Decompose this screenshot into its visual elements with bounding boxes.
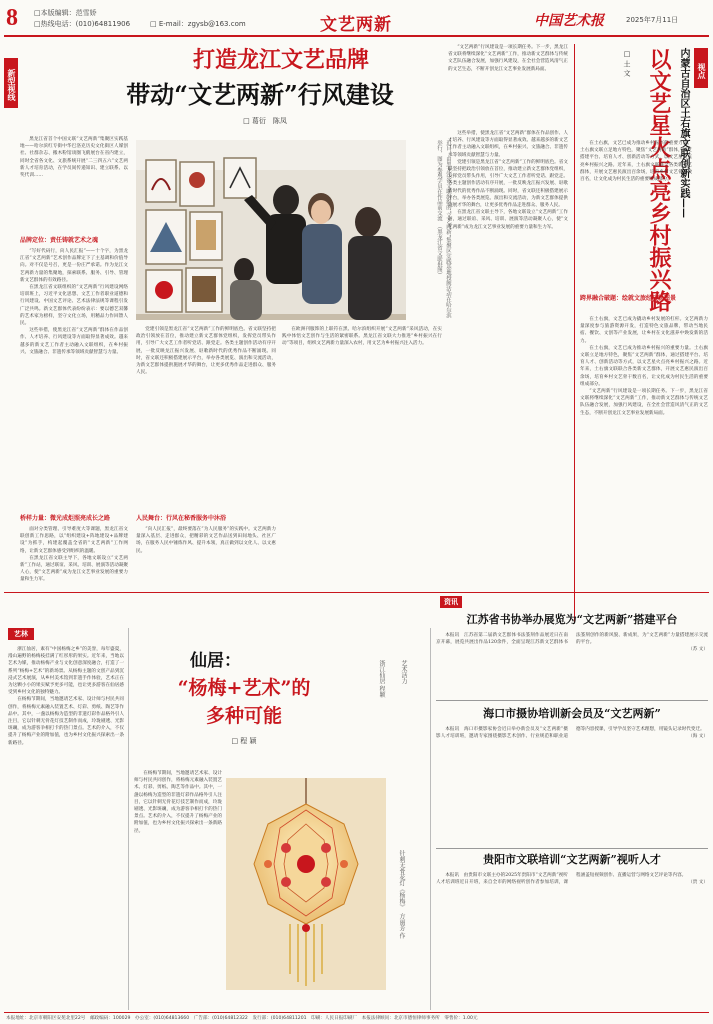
news-source-3: （贵 文） bbox=[688, 880, 708, 886]
right-subhead: 跨界融合破题：绘就文旅经济新图景 bbox=[580, 295, 677, 302]
right-body2 bbox=[580, 316, 708, 616]
main-col4-text-1: 这些举措，使黑龙江省“文艺两新”群体在作品创作、人才培养、行风建设等方面取得显著成效。越来越多的新文艺工作者主动融入文联组织，在乡村振兴、文旅融合、非遗传承等领域贡献智慧与力量。 bbox=[448, 131, 568, 158]
footer-text: 本报地址：北京市朝阳区安苑北里22号 邮政编码：100029 办公室：(010)64813660 广告部：(010)64812322 发行部：(010)64811201 印刷：人民日报印刷厂 本报法律顾问：北京市德恒律师事务所 零售价：1.00元 bbox=[6, 1016, 478, 1021]
right-kicker: 内蒙古自治区土右旗文联创新实践—— bbox=[678, 48, 689, 218]
news-title-1: 江苏省书协举办展览为“文艺两新”搭建平台 bbox=[466, 613, 678, 626]
main-col3b-text: “文艺两新”行风建设是一项长期任务。下一步，黑龙江省文联将继续深化“文艺两新”工作，推动新文艺群体与传统文艺队伍融合发展，加强行风建设，在全社会营造风清气正的文艺生态，不断开创龙江文艺事业发展新局面。 bbox=[448, 45, 568, 72]
main-subhead-3: 人民舞台：行风在秘香服务中沐浴 bbox=[136, 515, 227, 522]
main-subhead-2: 桥样力量：微光成炬照亮成长之路 bbox=[20, 515, 111, 522]
masthead bbox=[0, 0, 713, 38]
main-body-4: 面对分类管理、引导难度大等课题，黑龙江省文联创新工作思路，以“组织建设+阵地建设+品牌建设”为抓手，构建起覆盖全省的“文艺两新”工作网络，让新文艺群体感受到组织的温暖。 bbox=[20, 527, 128, 554]
right-body4-text: “文艺两新”行风建设是一项长期任务。下一步，黑龙江省文联将继续深化“文艺两新”工作，推动新文艺群体与传统文艺队伍融合发展，加强行风建设，在全社会营造风清气正的文艺生态，不断开创龙江文艺事业发展新局面。 bbox=[580, 389, 708, 416]
news-label: 资讯 bbox=[440, 596, 462, 608]
main-byline: □ 葛衍 陈凤 bbox=[243, 117, 287, 125]
main-col1-body bbox=[20, 248, 128, 472]
main-photo-caption: 近日，由黑龙江省文联组织的“文艺两新”集聚区实践基地授牌活动在哈尔滨举行，图为参观学员在作品前交流 （黑龙江省文联供图） bbox=[436, 140, 451, 319]
main-col4-top bbox=[448, 44, 568, 124]
main-col4-text-2: 党建引领是黑龙江省“文艺两新”工作的鲜明底色。省文联坚持把政治引领放在首位，推动建立新文艺群体党组织，发挥党员带头作用，引导广大文艺工作者听党话、跟党走。各类主题创作活动有序开展，一批反映龙江振兴发展、讴歌新时代的优秀作品不断涌现。同时，省文联还积极搭建展示平台，举办各类展览、演出和交流活动，为新文艺群体提供施展才华的舞台，让更多优秀作品走进群众、服务人民。 bbox=[448, 159, 568, 209]
main-col2-text: 党建引领是黑龙江省“文艺两新”工作的鲜明底色。省文联坚持把政治引领放在首位，推动建立新文艺群体党组织，发挥党员带头作用，引导广大文艺工作者听党话、跟党走。各类主题创作活动有序开展，一批反映龙江振兴发展、讴歌新时代的优秀作品不断涌现。同时，省文联还积极搭建展示平台，举办各类展览、演出和交流活动，为新文艺群体提供施展才华的舞台，让更多优秀作品走进群众、服务人民。 bbox=[136, 327, 276, 376]
art-col2 bbox=[134, 770, 222, 1010]
art-vert-note: 浙江仙居 程颖 bbox=[378, 660, 385, 698]
news-divider-1 bbox=[436, 700, 708, 701]
news-rule bbox=[4, 592, 709, 593]
masthead-rule bbox=[4, 35, 709, 37]
issue-date: 2025年7月11日 bbox=[626, 16, 679, 24]
main-headline-1: 打造龙江文艺品牌 bbox=[192, 47, 369, 73]
news-title-2: 海口市摄协培训新会员及“文艺两新” bbox=[483, 707, 661, 720]
main-col2b-text: “向人民汇报”，最终要落在“为人民服务”的实践中。文艺两新力量深入基层、走进群众，把精彩的文艺作品送到田间地头、社区广场，在服务人民中锤炼作风、提升本领，真正做到以文化人、以文惠民。 bbox=[136, 527, 276, 554]
main-col2b-body bbox=[136, 526, 276, 618]
editor-line: □本版编辑：范雪娇 bbox=[34, 9, 97, 17]
news-body-3 bbox=[436, 872, 708, 1006]
art-title-1: 仙居： bbox=[190, 651, 241, 671]
news-item-3 bbox=[436, 852, 708, 1008]
news-body-2 bbox=[436, 726, 708, 826]
news-body-1 bbox=[436, 632, 708, 698]
news-item-2 bbox=[436, 706, 708, 828]
news-divider-2 bbox=[436, 848, 708, 849]
main-headline-2: 带动“文艺两新”行风建设 bbox=[126, 80, 394, 109]
main-photo bbox=[136, 140, 406, 320]
art-col2-text: 在杨梅节期间，当地邀请艺术家、设计师与村民共同创作，将杨梅元素融入装置艺术、灯彩、剪纸、陶艺等作品中。其中，一盏以杨梅为造型的非遗灯彩作品格外引人注目，它以针刺无骨花灯技艺制作而成，玲珑剔透、光影斑斓，成为游客争相打卡的热门景点。艺术的介入，不仅提升了杨梅产业的附加值，也为乡村文化振兴探索出一条新路径。 bbox=[134, 771, 222, 834]
news-body-1-text: 本报讯 江苏省第二届新文艺群体书法篆刻作品展近日在南京开幕，展览共展出作品120余件，全面呈现江苏新文艺群体书法篆刻创作的新风貌、新成果，为“文艺两新”力量搭建展示交流的平台。 bbox=[436, 633, 708, 646]
right-body3-text: 在土右旗，文艺已成为推动乡村振兴的重要力量。土右旗文联立足地方特色，聚焦“文艺两新”群体，通过搭建平台、培育人才、创新活动等方式，以文艺星火点亮乡村振兴之路。近年来，土右旗文联联合各类新文艺群体，开展文艺惠民演出百余场，培育乡村文艺骨干数百名，让文化成为村民生活的重要组成部分。 bbox=[580, 345, 708, 387]
main-subhead-1: 品牌定位：责任铸就艺术之魂 bbox=[20, 237, 99, 244]
art-rule-1 bbox=[128, 628, 129, 1010]
page-number: 8 bbox=[6, 5, 18, 31]
main-body-3: 这些举措，使黑龙江省“文艺两新”群体在作品创作、人才培养、行风建设等方面取得显著成效。越来越多的新文艺工作者主动融入文联组织，在乡村振兴、文旅融合、非遗传承等领域贡献智慧与力量。 bbox=[20, 328, 128, 355]
section-title: 文艺两新 bbox=[320, 15, 392, 35]
art-byline: □ 程 颖 bbox=[231, 737, 257, 745]
right-title: 以文艺星火点亮乡村振兴路 bbox=[646, 48, 672, 312]
art-body-text: 浙江仙居，素有“中国杨梅之乡”的美誉，每年盛夏，漫山遍野的杨梅枝挂满了红彤彤的果实。近年来，当地以艺术为媒，推动杨梅产业与文化创意深度融合，打造了一系列“杨梅+艺术”的新场景。从杨梅主题的文创产品到沉浸式艺术展演，从乡村美术馆到非遗手作体验，艺术正在为这颗小小的果实赋予更多可能，也让更多游客在仙居感受到乡村文化的独特魅力。 bbox=[8, 647, 124, 696]
news-title-3: 贵阳市文联培训“文艺两新”视听人才 bbox=[483, 853, 661, 866]
right-col-rule bbox=[574, 44, 575, 622]
main-body-1: “写好代码行，向人民汇报”——十个字，为黑龙江省“文艺两新”艺术创作品牌定下了主基调和价值导向。对不仅是号召，更是一份庄严承诺。作为龙江文艺两新力量的集聚地，探索联系、服务、引导、管理新文艺群体的有效路径。 bbox=[20, 249, 128, 283]
art-title-2: “杨梅+艺术”的 bbox=[177, 677, 311, 699]
right-body-text: 在土右旗，文艺已成为推动乡村振兴的重要力量。土右旗文联立足地方特色，聚焦“文艺两新”群体，通过搭建平台、培育人才、创新活动等方式，以文艺星火点亮乡村振兴之路。近年来，土右旗文联联合各类新文艺群体，开展文艺惠民演出百余场，培育乡村文艺骨干数百名，让文化成为村民生活的重要组成部分。 bbox=[580, 141, 692, 183]
main-col4-body bbox=[448, 130, 568, 616]
art-body-text-2: 在杨梅节期间，当地邀请艺术家、设计师与村民共同创作，将杨梅元素融入装置艺术、灯彩、剪纸、陶艺等作品中。其中，一盏以杨梅为造型的非遗灯彩作品格外引人注目，它以针刺无骨花灯技艺制作而成，玲珑剔透、光影斑斓，成为游客争相打卡的热门景点。艺术的介入，不仅提升了杨梅产业的附加值，也为乡村文化振兴探索出一条新路径。 bbox=[8, 697, 124, 746]
art-rule-2 bbox=[430, 628, 431, 1010]
right-body bbox=[580, 140, 692, 290]
main-col4-text-3: 在黑龙江省文联主导下，各地文联设立“文艺两新”工作站，通过联谊、采风、培训、展演等活动凝聚人心，使“文艺两新”成为龙江文艺事业发展的重要力量和生力军。 bbox=[448, 210, 568, 230]
art-title-3: 多种可能 bbox=[205, 705, 282, 727]
main-body-5: 在黑龙江省文联主导下，各地文联设立“文艺两新”工作站，通过联谊、采风、培训、展演等活动凝聚人心，使“文艺两新”成为龙江文艺事业发展的重要力量和生力军。 bbox=[20, 555, 128, 583]
main-lead bbox=[20, 136, 128, 236]
news-body-3-text: 本报讯 由贵阳市文联主办的2025年贵阳市“文艺两新”视听人才培训班近日开班，来自全市的网络视听创作者参加培训，课程涵盖短视频创作、直播运营与网络文艺评论等内容。 bbox=[436, 873, 687, 886]
side-tag: 新型视线 bbox=[4, 58, 18, 108]
art-vert-tag: 艺术活力 bbox=[400, 660, 407, 684]
hotline: □热线电话：(010)64811906 bbox=[34, 20, 131, 28]
news-body-2-text: 本报讯 海口市摄影家协会近日举办新会员及“文艺两新”摄影人才培训班，邀请专家围绕摄影艺术创作、行业规范和职业道德等内容授课，引导学员坚守艺术理想，用镜头记录时代变迁。 bbox=[436, 727, 705, 740]
lantern-caption: 针刺无骨花灯《杨梅》 方丽芳 作 bbox=[398, 850, 405, 939]
footer-rule bbox=[4, 1012, 709, 1013]
newspaper-logo: 中国艺术报 bbox=[534, 13, 604, 29]
news-source-1: （苏 文） bbox=[688, 647, 708, 653]
main-col3-text: 在欧洲刊服饰的上联符在黑、哈尔滨组织开展“文艺两新”采风活动，在实践中体悟文艺创作与生活的紧密联系。黑龙江省文联大力推进“乡村振兴在行动”等项目，组织文艺两新力量深入农村，用文艺为乡村振兴注入活力。 bbox=[282, 327, 442, 347]
art-col1 bbox=[8, 646, 124, 1010]
news-item-1 bbox=[436, 612, 708, 720]
main-lead-text: 黑龙江省首个中国文联“文艺两新”集聚区实践基地——哈尔滨红专街中华巴洛克历史文化街区人媒创社、社群杂志、搬木粉馆谈圈飞鹤展台在省内建立，同时全省各文化、文旅系统开展“二三四五六”文艺两新人才培育活动，在学员间传递知识、建立联系、以奖代训…… bbox=[20, 137, 128, 179]
main-col1b-body bbox=[20, 526, 128, 618]
main-col3-body bbox=[282, 326, 442, 618]
lantern-photo bbox=[226, 778, 386, 990]
main-body-2: 在黑龙江省文联组织的“文艺两新”行风建设网络培训班上，习近平文化思想、文艺工作者职业道德和行风建设、中国文艺评论、艺术法律法规等课程引发广泛共鸣。新文艺群体代表纷纷表示：要以德艺双馨的艺术家为榜样，坚守文化立场，用精品力作回馈人民。 bbox=[20, 285, 128, 327]
right-tag: 视点 bbox=[694, 48, 708, 88]
right-body2-text: 在土右旗，文艺已成为撬动乡村发展的杠杆。文艺两新力量深度参与旅游资源开发，打造特色文旅品牌，带动当地民宿、餐饮、文创等产业发展，让乡村在文化滋养中焕发新的活力。 bbox=[580, 317, 708, 344]
news-source-2: （海 文） bbox=[688, 734, 708, 740]
main-col2-body bbox=[136, 326, 276, 512]
email: □ E-mail：zgysb@163.com bbox=[150, 20, 246, 28]
right-byline: □ 土 文 bbox=[623, 50, 631, 77]
art-label: 艺林 bbox=[8, 628, 34, 640]
